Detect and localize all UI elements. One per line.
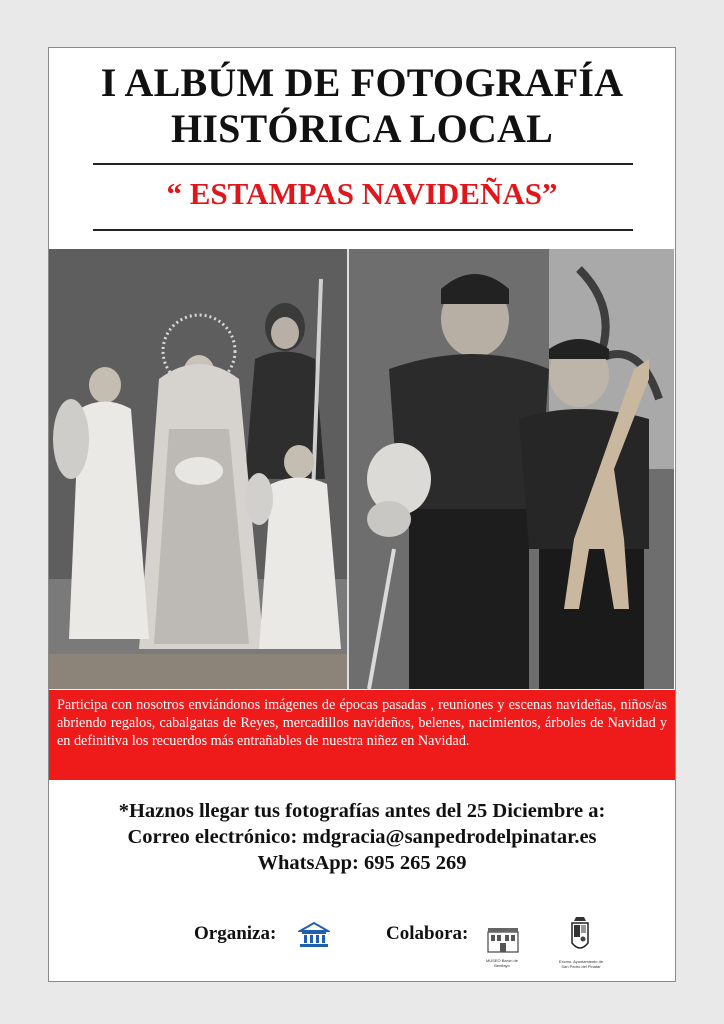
photo-nativity-children xyxy=(49,249,347,689)
photo-nativity-illustration xyxy=(49,249,347,689)
bottom-divider xyxy=(93,229,633,231)
top-divider xyxy=(93,163,633,165)
page-title-line2: HISTÓRICA LOCAL xyxy=(171,106,553,151)
subtitle: “ ESTAMPAS NAVIDEÑAS” xyxy=(166,176,558,211)
museo-caption: MUSEO Barón de Benifayó xyxy=(485,958,518,968)
poster xyxy=(48,47,676,982)
coat-of-arms-icon xyxy=(568,917,592,962)
email-contact[interactable]: Correo electrónico: mdgracia@sanpedrodelpinatar.es xyxy=(127,826,597,848)
museum-facade-icon xyxy=(486,926,520,961)
page-title-line1: I ALBÚM DE FOTOGRAFÍA xyxy=(100,60,624,105)
participation-description-box xyxy=(49,689,675,780)
organiza-label: Organiza: xyxy=(194,923,277,944)
photo-children-with-toys xyxy=(347,249,674,689)
classical-building-icon xyxy=(298,921,330,954)
deadline-text: *Haznos llegar tus fotografías antes del 25 Diciembre a: xyxy=(118,800,606,822)
ayto-caption: Excmo. Ayuntamiento de San Pedro del Pinatar xyxy=(558,959,604,969)
photo-children-illustration xyxy=(349,249,674,689)
participation-description: Participa con nosotros enviándonos imágenes de épocas pasadas , reuniones y escenas navideñas, niños/as abriendo regalos, cabalgatas de Reyes, mercadillos navideños, belenes, nacimientos, árboles de Navidad y en definitiva los recuerdos más entrañables de nuestra niñez en Navidad. xyxy=(57,697,667,749)
colabora-label: Colabora: xyxy=(386,923,469,944)
whatsapp-contact[interactable]: WhatsApp: 695 265 269 xyxy=(257,852,467,874)
